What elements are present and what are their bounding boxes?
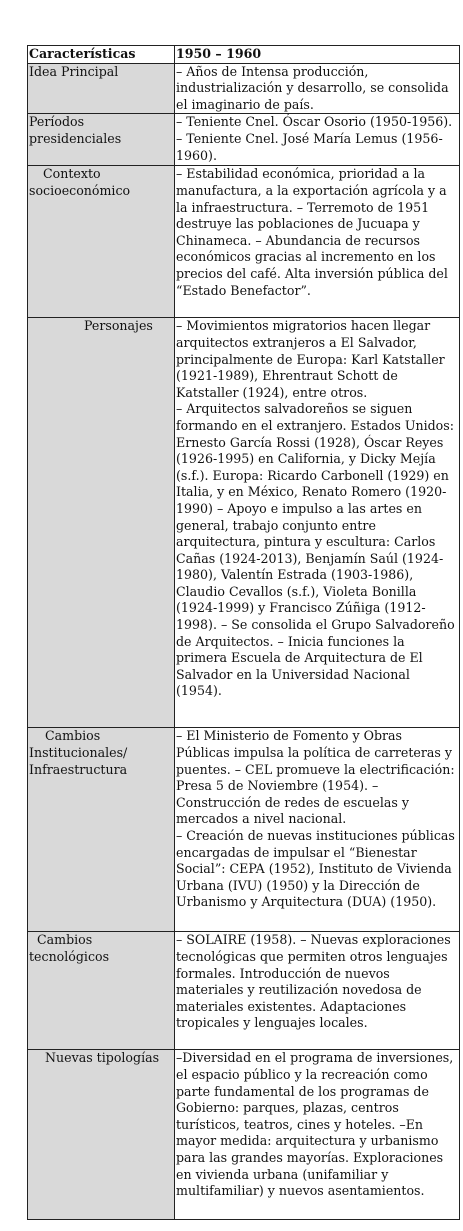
table-row xyxy=(28,63,460,114)
row-content-periodos xyxy=(175,114,460,166)
table-row xyxy=(28,318,460,728)
row-label-cambios-institucionales xyxy=(28,728,175,932)
row-label-text: Contexto socioeconómico xyxy=(29,166,131,198)
row-content-text: – Teniente Cnel. Óscar Osorio (1950-1956). – Teniente Cnel. José María Lemus (1956-1960). xyxy=(176,114,453,163)
table-row xyxy=(28,932,460,1050)
row-label-periodos xyxy=(28,114,175,166)
row-label-text: Idea Principal xyxy=(29,63,119,79)
header-row xyxy=(28,46,460,64)
row-content-text: –Diversidad en el programa de inversiones, el espacio público y la recreación como parte fundamental de los programas de Gobierno: parques, plazas, centros turísticos, teatros, cines y hoteles. –En mayor medida: arquitectura y urbanismo para las grandes mayorías. Exploraciones en vivienda urbana (unifamiliar y multifamiliar) y nuevos asentamientos. xyxy=(176,1050,454,1199)
row-content-cambios-institucionales xyxy=(175,728,460,932)
row-label-nuevas-tipologias xyxy=(28,1050,175,1220)
row-content-nuevas-tipologias xyxy=(175,1050,460,1220)
row-label-idea-principal xyxy=(28,63,175,114)
row-content-text-2: – Arquitectos salvadoreños se siguen formando en el extranjero. Estados Unidos: Ernesto García Rossi (1928), Óscar Reyes (1926-1995) en California, y Dicky Mejía (s.f.). Europa: Ricardo Carbonell (1929) en Italia, y en México, Renato Romero (1920-1990) – Apoyo e impulso a las artes en general, trabajo conjunto entre arquitectura, pintura y escultura: Carlos Cañas (1924-2013), Benjamín Saúl (1924-1980), Valentín Estrada (1903-1986), Claudio Cevallos (s.f.), Violeta Bonilla (1924-1999) y Francisco Zúñiga (1912-1998). – Se consolida el Grupo Salvadoreño de Arquitectos. – Inicia funciones la primera Escuela de Arquitectura de El Salvador en la Universidad Nacional (1954). xyxy=(176,401,455,699)
row-content-text-2: – Creación de nuevas instituciones públicas encargadas de impulsar el “Bienestar Social”: CEPA (1952), Instituto de Vivienda Urbana (IVU) (1950) y la Dirección de Urbanismo y Arquitectura (DUA) (1950). xyxy=(176,827,455,910)
row-label-personajes xyxy=(28,318,175,728)
header-period: 1950 – 1960 xyxy=(175,46,460,64)
row-content-contexto xyxy=(175,166,460,318)
row-content-text: – SOLAIRE (1958). – Nuevas exploraciones tecnológicas que permiten otros lenguajes formales. Introducción de nuevos materiales y reutilización novedosa de materiales existentes. Adaptaciones tropicales y lenguajes locales. xyxy=(176,932,451,1031)
row-content-text: – El Ministerio de Fomento y Obras Públicas impulsa la política de carreteras y puentes. – CEL promueve la electrificación: Presa 5 de Noviembre (1954). – Construcción de redes de escuelas y mercados a nivel nacional. xyxy=(176,728,455,827)
row-label-cambios-tecnologicos xyxy=(28,932,175,1050)
row-label-text: Cambios tecnológicos xyxy=(29,932,110,964)
row-label-text: Períodos presidenciales xyxy=(29,114,122,146)
row-label-text: Cambios Institucionales/ Infraestructura xyxy=(29,728,128,777)
row-content-personajes xyxy=(175,318,460,728)
row-content-text: – Estabilidad económica, prioridad a la manufactura, a la exportación agrícola y a la infraestructura. – Terremoto de 1951 destruye las poblaciones de Jucuapa y Chinameca. – Abundancia de recursos económicos gracias al incremento en los precios del café. Alta inversión pública del “Estado Benefactor”. xyxy=(176,166,448,298)
characteristics-table xyxy=(27,45,460,1220)
row-label-text: Personajes xyxy=(84,318,153,334)
table-row xyxy=(28,728,460,932)
table-row xyxy=(28,114,460,166)
table-row xyxy=(28,166,460,318)
table-row xyxy=(28,1050,460,1220)
row-label-text: Nuevas tipologías xyxy=(45,1050,160,1066)
row-label-contexto xyxy=(28,166,175,318)
row-content-idea-principal xyxy=(175,63,460,114)
header-caracteristicas: Características xyxy=(28,46,175,64)
row-content-text: – Años de Intensa producción, industrialización y desarrollo, se consolida el imaginario de país. xyxy=(176,63,449,112)
row-content-cambios-tecnologicos xyxy=(175,932,460,1050)
row-content-text: – Movimientos migratorios hacen llegar arquitectos extranjeros a El Salvador, principalmente de Europa: Karl Katstaller (1921-1989), Ehrentraut Schott de Katstaller (1924), entre otros. xyxy=(176,318,445,400)
